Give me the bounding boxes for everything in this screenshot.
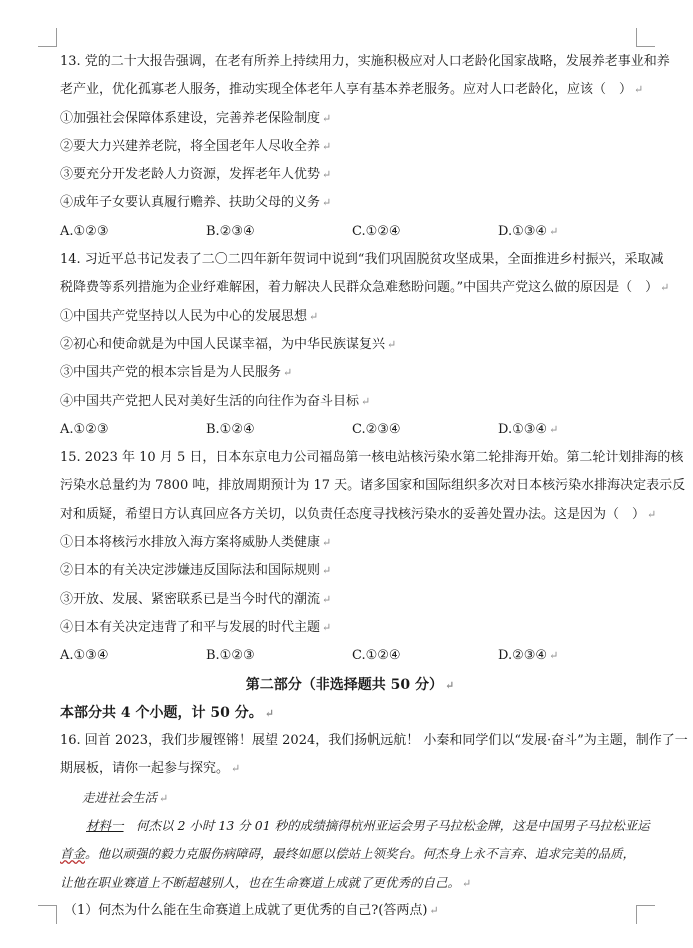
q15-item-text: ④日本有关决定违背了和平与发展的时代主题	[60, 619, 321, 635]
q16-sub-question-1	[60, 897, 640, 925]
q15-option-a[interactable]: A.①③④	[60, 648, 109, 664]
return-mark-icon: ↵	[322, 564, 332, 578]
q14-item-text: ①中国共产党坚持以人民为中心的发展思想	[60, 308, 308, 324]
q15-options	[60, 642, 640, 670]
q13-stem-line-2	[60, 76, 644, 104]
q13-item-text: ②要大力兴建养老院，将全国老年人尽收全养	[60, 138, 321, 154]
q15-option-d-text: D.②③④	[498, 648, 548, 664]
q16-material-line-3	[60, 869, 640, 897]
document-body	[60, 48, 688, 925]
q13-item-2	[60, 133, 640, 161]
return-mark-icon: ↵	[159, 791, 169, 805]
part2-heading-text: 第二部分（非选择题共 50 分）	[245, 676, 443, 693]
return-mark-icon: ↵	[462, 876, 472, 890]
q13-option-d[interactable]	[498, 218, 558, 246]
return-mark-icon: ↵	[322, 111, 332, 125]
q15-item-2	[60, 557, 640, 585]
q13-options	[60, 218, 640, 246]
q14-option-a[interactable]: A.①②③	[60, 421, 109, 437]
q14-item-text: ②初心和使命就是为中国人民谋幸福，为中华民族谋复兴	[60, 336, 386, 352]
return-mark-icon: ↵	[429, 903, 439, 917]
q13-option-d-text: D.①③④	[498, 223, 548, 239]
return-mark-icon: ↵	[322, 620, 332, 634]
q13-item-text: ③要充分开发老龄人力资源，发挥老年人优势	[60, 167, 321, 183]
q16-stem-text: 期展板，请你一起参与探究。	[60, 761, 230, 777]
crop-mark-bottom-left	[38, 905, 57, 924]
q14-item-3	[60, 359, 640, 387]
return-mark-icon: ↵	[283, 366, 293, 380]
q16-material-line-1	[60, 812, 650, 840]
return-mark-icon: ↵	[231, 762, 241, 776]
q16-section-title-text: 走进社会生活	[82, 789, 158, 805]
q15-option-b[interactable]: B.①②③	[206, 648, 255, 664]
crop-mark-top-left	[38, 28, 57, 47]
q16-material-label: 材料一	[86, 818, 124, 834]
return-mark-icon: ↵	[361, 394, 371, 408]
return-mark-icon: ↵	[322, 536, 332, 550]
q13-item-3	[60, 161, 640, 189]
q13-item-text: ④成年子女要认真履行赡养、扶助父母的义务	[60, 195, 321, 211]
q13-item-text: ①加强社会保障体系建设，完善养老保险制度	[60, 110, 321, 126]
q15-item-1	[60, 529, 640, 557]
q15-option-d[interactable]	[498, 642, 558, 670]
crop-mark-top-right	[636, 28, 655, 47]
q14-option-b[interactable]: B.①②④	[206, 421, 255, 437]
q13-stem-text: 老产业，优化孤寡老人服务，推动实现全体老年人享有基本养老服务。应对人口老龄化，应该（ ）	[60, 82, 633, 98]
q15-item-text: ①日本将核污水排放入海方案将威胁人类健康	[60, 535, 321, 551]
q16-sub-question-text: （1）何杰为什么能在生命赛道上成就了更优秀的自己?(答两点)	[64, 902, 428, 918]
q13-option-b[interactable]: B.②③④	[206, 223, 255, 239]
return-mark-icon: ↵	[549, 649, 559, 663]
q14-options	[60, 416, 640, 444]
q16-material-text: 首金	[60, 846, 86, 862]
return-mark-icon: ↵	[322, 139, 332, 153]
return-mark-icon: ↵	[549, 422, 559, 436]
return-mark-icon: ↵	[264, 706, 274, 720]
q14-item-2	[60, 331, 640, 359]
q13-option-a[interactable]: A.①②③	[60, 223, 109, 239]
q15-stem-line-2: 污染水总量约为 7800 吨，排放周期预计为 17 天。诸多国家和国际组织多次对日本核污染水排海决定表示反	[60, 478, 686, 494]
q13-item-1	[60, 105, 640, 133]
q15-stem-text: 对和质疑，希望日方认真回应各方关切，以负责任态度寻找核污染水的妥善处置办法。这是因为（ ）	[60, 506, 646, 522]
q14-option-d[interactable]	[498, 416, 558, 444]
q14-stem-line-2	[60, 274, 670, 302]
q14-stem-text: 税降费等系列措施为企业纾难解困，着力解决人民群众急难愁盼问题。”中国共产党这么做的原因是（ ）	[60, 280, 659, 296]
q16-stem-line-2	[60, 755, 640, 783]
return-mark-icon: ↵	[549, 224, 559, 238]
return-mark-icon: ↵	[647, 507, 657, 521]
return-mark-icon: ↵	[322, 196, 332, 210]
return-mark-icon: ↵	[322, 592, 332, 606]
return-mark-icon: ↵	[387, 337, 397, 351]
q15-item-4	[60, 614, 640, 642]
q16-material-text: 何杰以 2 小时 13 分 01 秒的成绩摘得杭州亚运会男子马拉松金牌，这是中国男子马拉松亚运	[123, 818, 650, 834]
q14-item-text: ④中国共产党把人民对美好生活的向往作为奋斗目标	[60, 393, 360, 409]
part2-heading	[60, 671, 640, 699]
q13-option-c[interactable]: C.①②④	[352, 223, 401, 239]
return-mark-icon: ↵	[309, 309, 319, 323]
return-mark-icon: ↵	[660, 281, 670, 295]
q14-option-c[interactable]: C.②③④	[352, 421, 401, 437]
q16-stem-line-1: 16. 回首 2023，我们步履铿锵！展望 2024，我们扬帆远航！ 小秦和同学们以“发展·奋斗”为主题，制作了一	[60, 733, 688, 749]
return-mark-icon: ↵	[322, 168, 332, 182]
q14-item-1	[60, 303, 640, 331]
q15-item-text: ③开放、发展、紧密联系已是当今时代的潮流	[60, 591, 321, 607]
q14-stem-line-1: 14. 习近平总书记发表了二〇二四年新年贺词中说到“我们巩固脱贫攻坚成果，全面推进乡村振兴，采取减	[60, 252, 664, 268]
part2-summary-text: 本部分共 4 个小题，计 50 分。	[60, 704, 263, 721]
q13-item-4	[60, 189, 640, 217]
q16-material-text: 让他在职业赛道上不断超越别人，也在生命赛道上成就了更优秀的自己。	[60, 874, 461, 890]
q16-material-line-2	[60, 840, 640, 868]
q13-stem-line-1: 13. 党的二十大报告强调，在老有所养上持续用力，实施积极应对人口老龄化国家战略，发展养老事业和养	[60, 54, 670, 69]
part2-summary	[60, 699, 640, 727]
q15-stem-line-1: 15. 2023 年 10 月 5 日，日本东京电力公司福岛第一核电站核污染水第二轮排海开始。第二轮计划排海的核	[60, 450, 684, 466]
q16-section-title	[60, 784, 640, 812]
q15-item-3	[60, 586, 640, 614]
q14-item-4	[60, 388, 640, 416]
q15-item-text: ②日本的有关决定涉嫌违反国际法和国际规则	[60, 563, 321, 579]
q15-option-c[interactable]: C.①②④	[352, 648, 401, 664]
q14-option-d-text: D.①③④	[498, 421, 548, 437]
q14-item-text: ③中国共产党的根本宗旨是为人民服务	[60, 365, 282, 381]
return-mark-icon: ↵	[634, 83, 644, 97]
q15-stem-line-3	[60, 501, 657, 529]
q16-material-text: 。他以顽强的毅力克服伤病障碍，最终如愿以偿站上领奖台。何杰身上永不言弃、追求完美的品质，	[85, 846, 636, 862]
return-mark-icon: ↵	[445, 678, 455, 692]
